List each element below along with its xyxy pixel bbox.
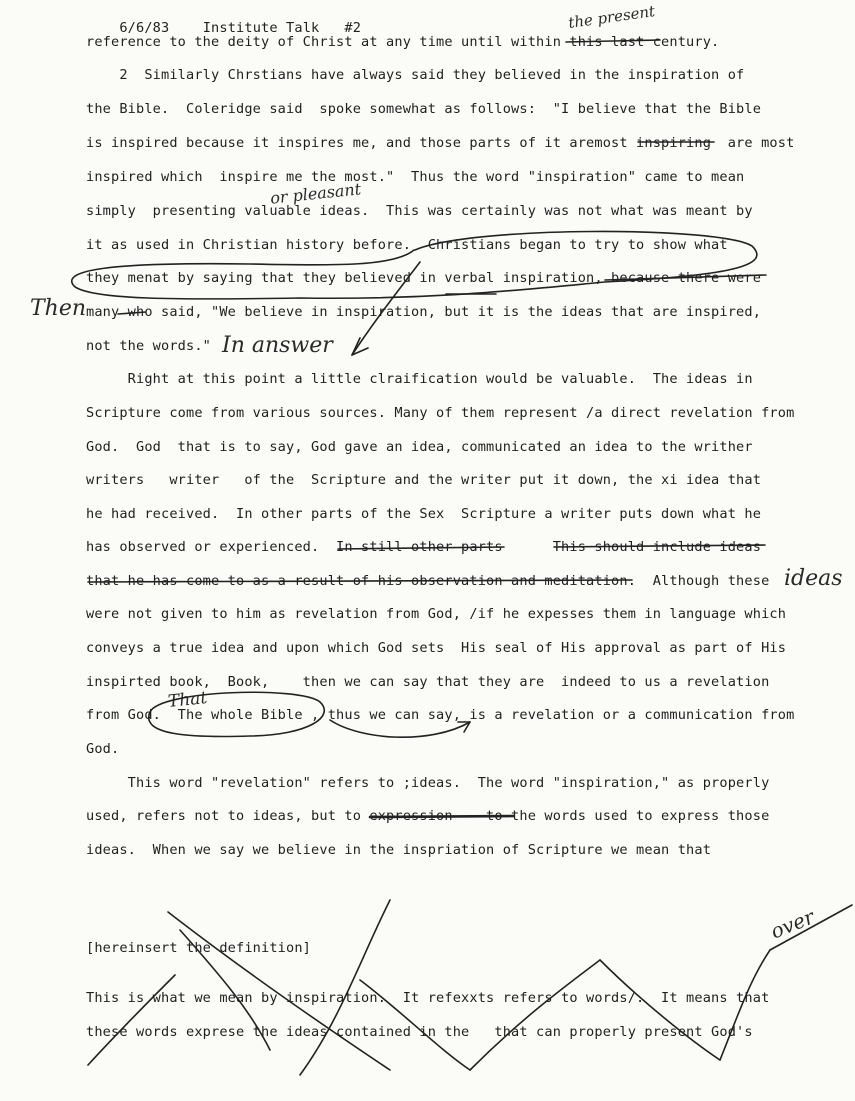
text-line: were not given to him as revelation from God, /if he expesses them in language which xyxy=(86,606,787,622)
cancel-stroke-5 xyxy=(470,960,600,1070)
text-line: is inspired because it inspires me, and those parts of it aremost inspiring are most xyxy=(86,135,795,151)
header-title: Institute Talk xyxy=(202,20,320,36)
cancel-stroke-2 xyxy=(300,900,390,1075)
text-line: not the words." xyxy=(86,338,212,354)
handwritten-or-pleasant: or pleasant xyxy=(269,179,362,208)
text-line: Scripture come from various sources. Many of them represent /a direct revelation from xyxy=(86,405,795,421)
handwritten-ideas: ideas xyxy=(784,566,843,591)
arrow-head xyxy=(352,338,368,355)
text-line: the Bible. Coleridge said spoke somewhat as follows: "I believe that the Bible xyxy=(86,101,762,117)
text-line: Right at this point a little clraification would be valuable. The ideas in xyxy=(86,371,753,387)
text-line: he had received. In other parts of the Sex Scripture a writer puts down what he xyxy=(86,506,762,522)
arrow-bible-head xyxy=(458,722,470,732)
header-date: 6/6/83 xyxy=(119,20,170,36)
text-line: used, refers not to ideas, but to expression to the words used to express those xyxy=(86,808,770,824)
text-line: it as used in Christian history before. Christians began to try to show what xyxy=(86,237,728,253)
handwritten-then: Then xyxy=(30,296,87,321)
text-line: conveys a true idea and upon which God sets His seal of His approval as part of His xyxy=(86,640,787,656)
handwritten-that: That xyxy=(167,688,209,712)
text-line: God. xyxy=(86,741,120,757)
text-line: these words exprese the ideas contained in the that can properly present God's xyxy=(86,1024,753,1040)
cancel-stroke-6 xyxy=(600,960,720,1060)
text-line: has observed or experienced. In still other parts This should include ideas xyxy=(86,539,762,555)
text-line: reference to the deity of Christ at any time until within this last century. xyxy=(86,34,720,50)
text-line: many who said, "We believe in inspiration, but it is the ideas that are inspired, xyxy=(86,304,762,320)
text-line: This is what we mean by inspiration. It refexxts refers to words/. It means that xyxy=(86,990,770,1006)
cancel-stroke-9 xyxy=(88,975,175,1065)
text-line: [hereinsert the definition] xyxy=(86,940,312,956)
text-line: ideas. When we say we believe in the inspriation of Scripture we mean that xyxy=(86,842,712,858)
handwritten-over: over xyxy=(767,904,818,944)
text-line: from God. The whole Bible , thus we can say, is a revelation or a communication from xyxy=(86,707,795,723)
text-line: 2 Similarly Chrstians have always said they believed in the inspiration of xyxy=(86,67,745,83)
handwritten-in-answer: In answer xyxy=(222,333,333,358)
text-line: This word "revelation" refers to ;ideas. The word "inspiration," as properly xyxy=(86,775,770,791)
text-line: that he has come to as a result of his observation and meditation. Although these xyxy=(86,573,770,589)
text-line: they menat by saying that they believed in verbal inspiration, because there were xyxy=(86,270,762,286)
text-line: God. God that is to say, God gave an idea, communicated an idea to the writher xyxy=(86,439,753,455)
text-line: inspired which inspire me the most." Thus the word "inspiration" came to mean xyxy=(86,169,745,185)
text-line: inspirted book, Book, then we can say that they are indeed to us a revelation xyxy=(86,674,770,690)
handwritten-the-present: the present xyxy=(567,2,657,32)
header-number: #2 xyxy=(344,20,362,36)
text-line: simply presenting valuable ideas. This was certainly was not what was meant by xyxy=(86,203,753,219)
text-line: writers writer of the Scripture and the writer put it down, the xi idea that xyxy=(86,472,762,488)
